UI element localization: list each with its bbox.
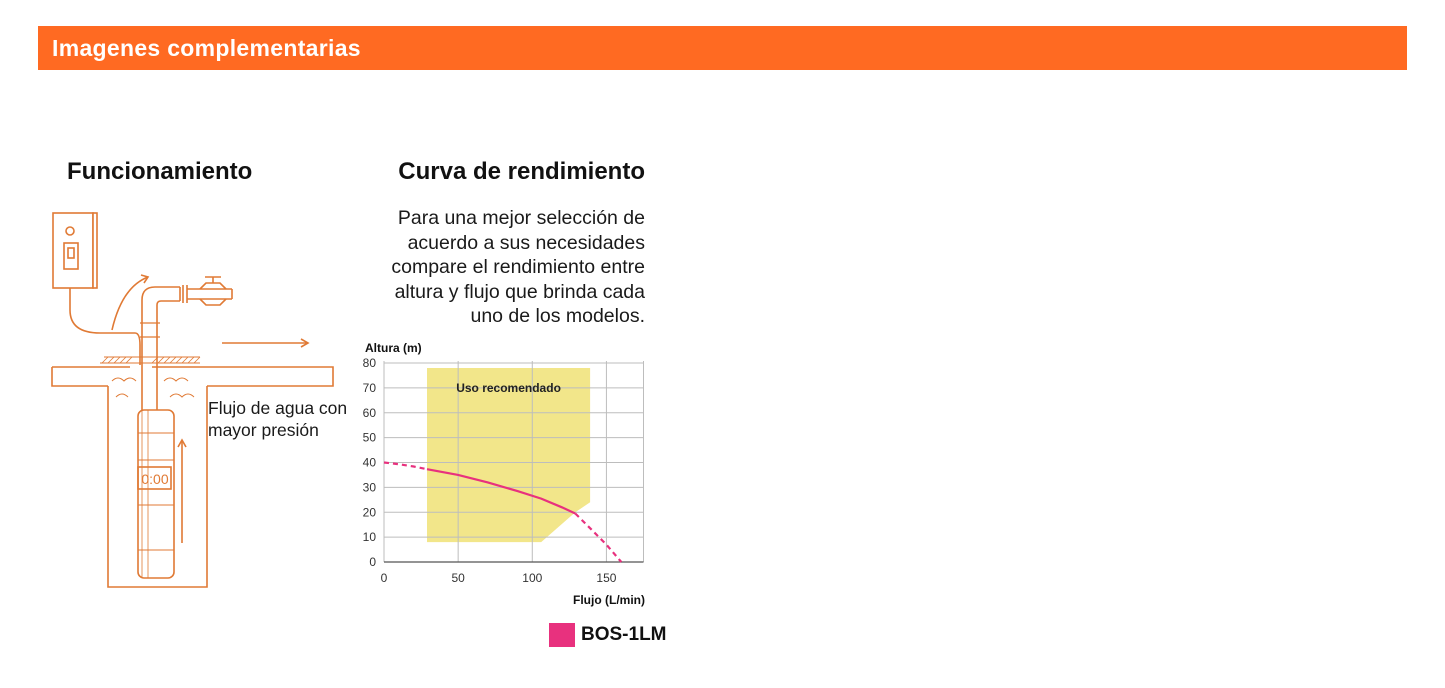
y-tick-label: 70: [362, 380, 376, 395]
flow-label-line-2: mayor presión: [208, 420, 319, 440]
legend-label: BOS-1LM: [581, 624, 667, 645]
y-tick-label: 20: [362, 505, 376, 520]
y-tick-label: 10: [362, 530, 376, 545]
series-line-dashed-end: [575, 514, 621, 563]
recommended-region-label: Uso recomendado: [456, 380, 561, 395]
control-box: [53, 213, 93, 288]
series-line-dashed-start: [384, 463, 427, 470]
y-axis-label: Altura (m): [365, 341, 422, 355]
description-line-4: altura y flujo que brinda cada: [394, 280, 645, 303]
curva-description: [365, 206, 645, 329]
performance-chart: [345, 335, 665, 610]
x-tick-label: 50: [451, 571, 465, 585]
y-tick-label: 30: [362, 480, 376, 495]
y-tick-label: 80: [362, 356, 376, 370]
y-tick-label: 0: [369, 555, 376, 569]
flow-label: [208, 397, 347, 441]
y-tick-label: 40: [362, 455, 376, 470]
curva-title: Curva de rendimiento: [398, 158, 645, 185]
description-line-1: Para una mejor selección de: [397, 207, 645, 229]
y-tick-label: 60: [362, 405, 376, 420]
x-tick-label: 150: [596, 571, 617, 585]
x-axis-label: Flujo (L/min): [573, 593, 645, 607]
header-title: Imagenes complementarias: [52, 35, 361, 61]
flow-label-line-1: Flujo de agua con: [208, 398, 348, 418]
description-line-3: compare el rendimiento entre: [391, 256, 645, 278]
x-tick-label: 100: [522, 571, 543, 585]
legend-swatch: [549, 623, 575, 647]
x-tick-label: 0: [380, 571, 388, 585]
pump-display-text: 0:00: [141, 471, 169, 487]
description-line-5: uno de los modelos.: [470, 305, 645, 327]
y-tick-label: 50: [362, 430, 376, 445]
header-banner: [38, 26, 1407, 70]
power-switch-icon: [64, 243, 78, 269]
funcionamiento-title: Funcionamiento: [67, 158, 253, 185]
description-line-2: acuerdo a sus necesidades: [407, 231, 645, 254]
